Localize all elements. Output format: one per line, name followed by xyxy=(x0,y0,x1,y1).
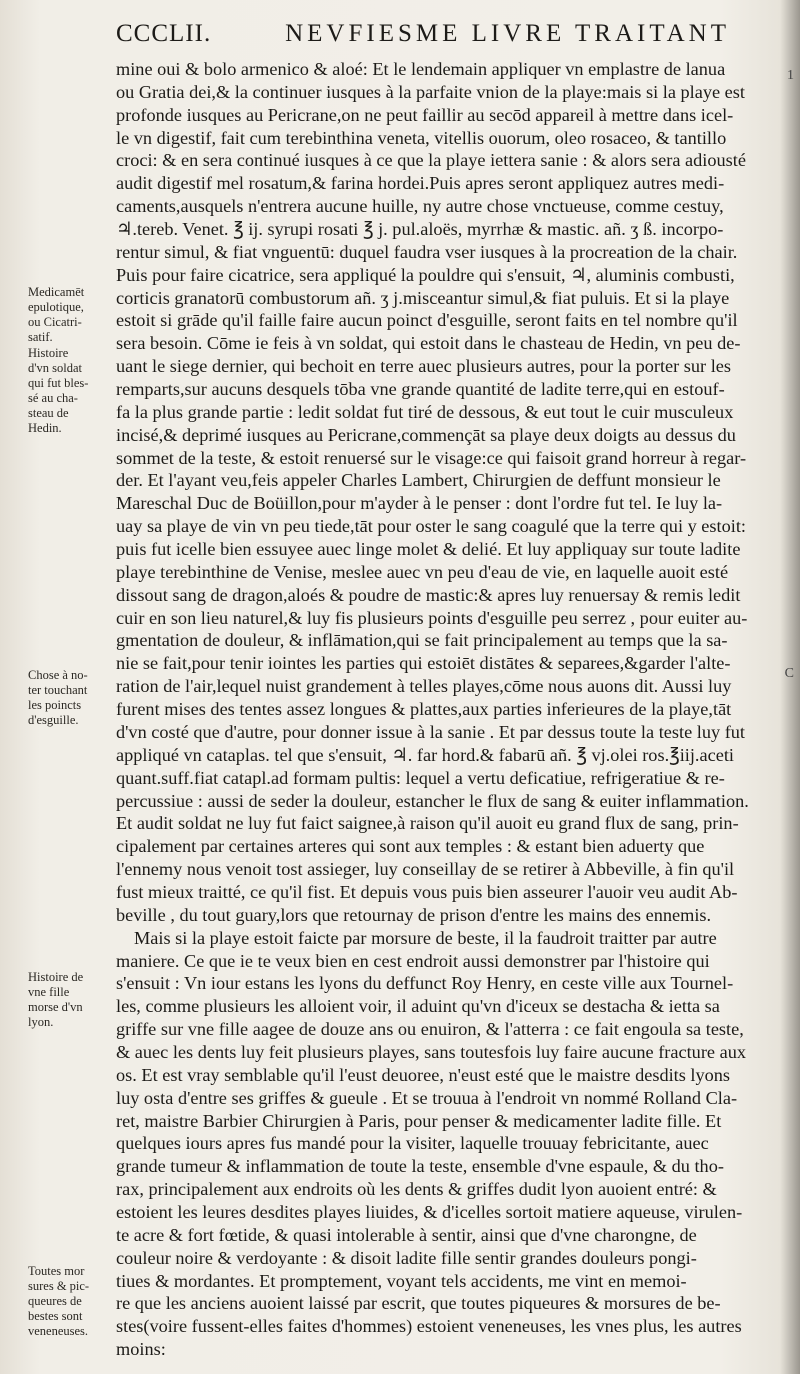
text-line: re que les anciens auoient laissé par escrit, que toutes piqueures & morsures de be- xyxy=(116,1293,721,1314)
margin-note-line: steau de xyxy=(28,406,69,420)
text-line: mine oui & bolo armenico & aloé: Et le lendemain appliquer vn emplastre de lanua xyxy=(116,59,726,79)
main-text-block xyxy=(116,58,788,1361)
text-line: sera besoin. Cōme ie feis à vn soldat, qui estoit dans le chasteau de Hedin, vn peu de- xyxy=(116,333,741,354)
text-line: fust mieux traitté, ce qu'il fist. Et depuis vous puis bien asseurer l'auoir veu audit Ab- xyxy=(116,881,738,902)
text-line: ration de l'air,lequel nuist grandement à telles playes,cōme nous auons dit. Aussi luy xyxy=(116,676,732,697)
text-line: couleur noire & verdoyante : & disoit ladite fille sentir grandes douleurs pongi- xyxy=(116,1247,697,1268)
margin-note-line: sures & pic- xyxy=(28,1279,90,1293)
text-line: quelques iours apres fus mandé pour la visiter, laquelle trouuay febricitante, auec xyxy=(116,1133,709,1154)
text-line: Et audit soldat ne luy fut faict saignee,à raison qu'il auoit eu grand flux de sang, prin- xyxy=(116,813,739,834)
page-header xyxy=(116,14,730,54)
text-line: Puis pour faire cicatrice, sera appliqué la pouldre qui s'ensuit, ♃, aluminis combusti, xyxy=(116,264,735,285)
margin-note-line: d'vn soldat xyxy=(28,361,82,375)
text-line: remparts,sur aucuns desquels tōba vne grande quantité de ladite terre,qui en estouf- xyxy=(116,379,725,400)
margin-note-line: Hedin. xyxy=(28,421,62,435)
folio-number: CCCLII. xyxy=(116,20,212,47)
text-line: les, comme plusieurs les alloient voir, il aduint qu'vn d'iceux se destacha & ietta sa xyxy=(116,996,720,1017)
text-line: playe terebinthine de Venise, meslee auec vn peu d'eau de vie, en laquelle auoit esté xyxy=(116,561,729,582)
text-line: grande tumeur & inflammation de toute la teste, ensemble d'vne espaule, & du tho- xyxy=(116,1156,724,1177)
text-line: luy osta d'entre ses griffes & gueule . Et se trouua à l'endroit vn nommé Rolland Cla- xyxy=(116,1087,738,1108)
text-line: der. Et l'ayant veu,feis appeler Charles Lambert, Chirurgien de deffunt monsieur le xyxy=(116,470,721,491)
edge-mark: 1 xyxy=(787,68,794,83)
text-line: l'ennemy nous venoit tost assieger, luy conseillay de se retirer à Abbeville, à fin qu'il xyxy=(116,859,735,880)
text-line: incisé,& deprimé iusques au Pericrane,commençāt sa playe deux doigts au dessus du xyxy=(116,424,736,445)
text-line: percussiue : aussi de seder la douleur, estancher le flux de sang & euiter inflammation. xyxy=(116,790,749,811)
text-line: d'vn costé que d'autre, pour donner issue à la sanie . Et par dessus toute la teste luy fut xyxy=(116,721,745,742)
text-line: cipalement par certaines arteres qui sont aux temples : & estant bien aduerty que xyxy=(116,836,705,857)
edge-mark: C xyxy=(784,666,794,681)
text-line: nie se fait,pour tenir iointes les parties qui estoiēt distātes & separees,&garder l'alte- xyxy=(116,653,731,674)
margin-note-line: d'esguille. xyxy=(28,713,79,727)
text-line: croci: & en sera continué iusques à ce que la playe iettera sanie : & alors sera adiousté xyxy=(116,150,746,171)
text-line: fa la plus grande partie : ledit soldat fut tiré de dessous, & eut tout le cuir musculeux xyxy=(116,401,734,422)
text-line: rentur simul, & fiat vnguentū: duquel faudra vser iusques à la procreation de la chair. xyxy=(116,241,738,262)
text-line: sommet de la teste, & estoit renuersé sur le visage:ce qui faisoit grand horreur à regar- xyxy=(116,447,747,468)
text-line: furent mises des tentes assez longues & plattes,aux parties inferieures de la playe,tāt xyxy=(116,699,732,720)
text-line: & auec les dents luy feit plusieurs playes, sans toutesfois luy faire aucune fracture aux xyxy=(116,1041,746,1062)
margin-note-histoire-soldat xyxy=(28,346,112,436)
text-line: caments,ausquels n'entrera aucune huille, ny autre chose vnctueuse, comme cestuy, xyxy=(116,196,724,217)
text-line: Mareschal Duc de Boüillon,pour m'ayder à le penser : dont l'ordre fut tel. Ie luy la- xyxy=(116,493,723,514)
text-line: estoit si grāde qu'il faille faire aucun poinct d'esguille, seront faits en tel nombre qu'il xyxy=(116,310,738,331)
text-line: maniere. Ce que ie te veux bien en cest endroit aussi demonstrer par l'histoire qui xyxy=(116,950,710,971)
text-line: ret, maistre Barbier Chirurgien à Paris, pour penser & medicamenter ladite fille. Et xyxy=(116,1110,722,1131)
text-line: ♃.tereb. Venet. ℥ ij. syrupi rosati ℥ j. pul.aloës, myrrhæ & mastic. añ. ʒ ß. incorpo- xyxy=(116,219,724,240)
text-line: uant le siege dernier, qui bechoit en terre auec plusieurs autres, pour la porter sur les xyxy=(116,356,732,377)
margin-note-line: ou Cicatri- xyxy=(28,315,82,329)
margin-note-line: vne fille xyxy=(28,985,70,999)
margin-note-line: Histoire de xyxy=(28,970,84,984)
margin-note-line: Medicamēt xyxy=(28,285,85,299)
text-line: uay sa playe de vin vn peu tiede,tāt pour oster le sang coagulé que la terre qui y estoit: xyxy=(116,516,746,537)
text-line: te acre & fort fœtide, & quasi intolerable à sentir, ainsi que d'vne charongne, de xyxy=(116,1224,697,1245)
text-line: beville , du tout guary,lors que retournay de prison d'entre les mains des ennemis. xyxy=(116,904,712,925)
text-line: appliqué vn cataplas. tel que s'ensuit, ♃. far hord.& fabarū añ. ℥ vj.olei ros.℥iij.aceti xyxy=(116,744,735,765)
margin-note-line: ter touchant xyxy=(28,683,88,697)
text-line: profonde iusques au Pericrane,on ne peut faillir au secōd appareil à mettre dans icel- xyxy=(116,104,734,125)
margin-note-line: lyon. xyxy=(28,1015,54,1029)
margin-note-line: queures de xyxy=(28,1294,82,1308)
margin-note-line: sé au cha- xyxy=(28,391,78,405)
running-title: NEVFIESME LIVRE TRAITANT xyxy=(285,20,730,47)
margin-note-line: bestes sont xyxy=(28,1309,83,1323)
text-line: Mais si la playe estoit faicte par morsure de beste, il la faudroit traitter par autre xyxy=(134,927,717,948)
margin-note-line: epulotique, xyxy=(28,300,84,314)
text-line: os. Et est vray semblable qu'il l'eust deuoree, n'eust esté que le maistre desdits lyons xyxy=(116,1064,731,1085)
text-line: dissout sang de dragon,aloés & poudre de mastic:& apres luy renuersay & remis ledit xyxy=(116,584,741,605)
text-line: griffe sur vne fille aagee de douze ans ou enuiron, & l'atterra : ce fait engoula sa teste, xyxy=(116,1019,744,1040)
text-line: moins: xyxy=(116,1339,166,1360)
margin-note-line: morse d'vn xyxy=(28,1000,83,1014)
margin-note-line: satif. xyxy=(28,330,53,344)
margin-note-line: veneneuses. xyxy=(28,1324,89,1338)
text-line: corticis granatorū combustorum añ. ʒ j.misceantur simul,& fiat puluis. Et si la playe xyxy=(116,287,730,308)
margin-note-medicament xyxy=(28,285,112,345)
margin-note-line: Histoire xyxy=(28,346,69,360)
text-line: cuir en son lieu naturel,& luy fis plusieurs points d'esguille peu serrez , pour euiter au- xyxy=(116,607,748,628)
margin-note-morsures xyxy=(28,1264,112,1339)
margin-note-line: qui fut bles- xyxy=(28,376,89,390)
margin-note-line: Toutes mor xyxy=(28,1264,85,1278)
text-line: le vn digestif, fait cum terebinthina veneta, vitellis ouorum, oleo rosaceo, & tantillo xyxy=(116,127,727,148)
text-line: rax, principalement aux endroits où les dents & griffes dudit lyon auoient entré: & xyxy=(116,1179,717,1200)
text-line: estoient les leures desdites playes liuides, & d'icelles sortoit matiere aqueuse, virulen- xyxy=(116,1201,743,1222)
text-line: ou Gratia dei,& la continuer iusques à la parfaite vnion de la playe:mais si la playe est xyxy=(116,81,745,102)
text-line: gmentation de douleur, & inflāmation,qui se fait principalement au temps que la sa- xyxy=(116,630,728,651)
text-line: quant.suff.fiat catapl.ad formam pultis: lequel a vertu deficatiue, refrigeratiue & re- xyxy=(116,767,725,788)
text-line: stes(voire fussent-elles faites d'hommes) estoient veneneuses, les vnes plus, les autres xyxy=(116,1316,742,1337)
margin-note-histoire-fille xyxy=(28,970,112,1030)
margin-note-chose-a-noter xyxy=(28,668,112,728)
margin-note-line: Chose à no- xyxy=(28,668,88,682)
text-line: audit digestif mel rosatum,& farina hordei.Puis apres seront appliquez autres medi- xyxy=(116,173,725,194)
text-line: s'ensuit : Vn iour estans les lyons du deffunct Roy Henry, en ceste ville aux Tournel- xyxy=(116,973,734,994)
text-line: tiues & mordantes. Et promptement, voyant tels accidents, me vint en memoi- xyxy=(116,1270,687,1291)
text-line: puis fut icelle bien essuyee auec linge molet & delié. Et luy appliquay sur toute ladite xyxy=(116,539,741,560)
margin-note-line: les poincts xyxy=(28,698,82,712)
